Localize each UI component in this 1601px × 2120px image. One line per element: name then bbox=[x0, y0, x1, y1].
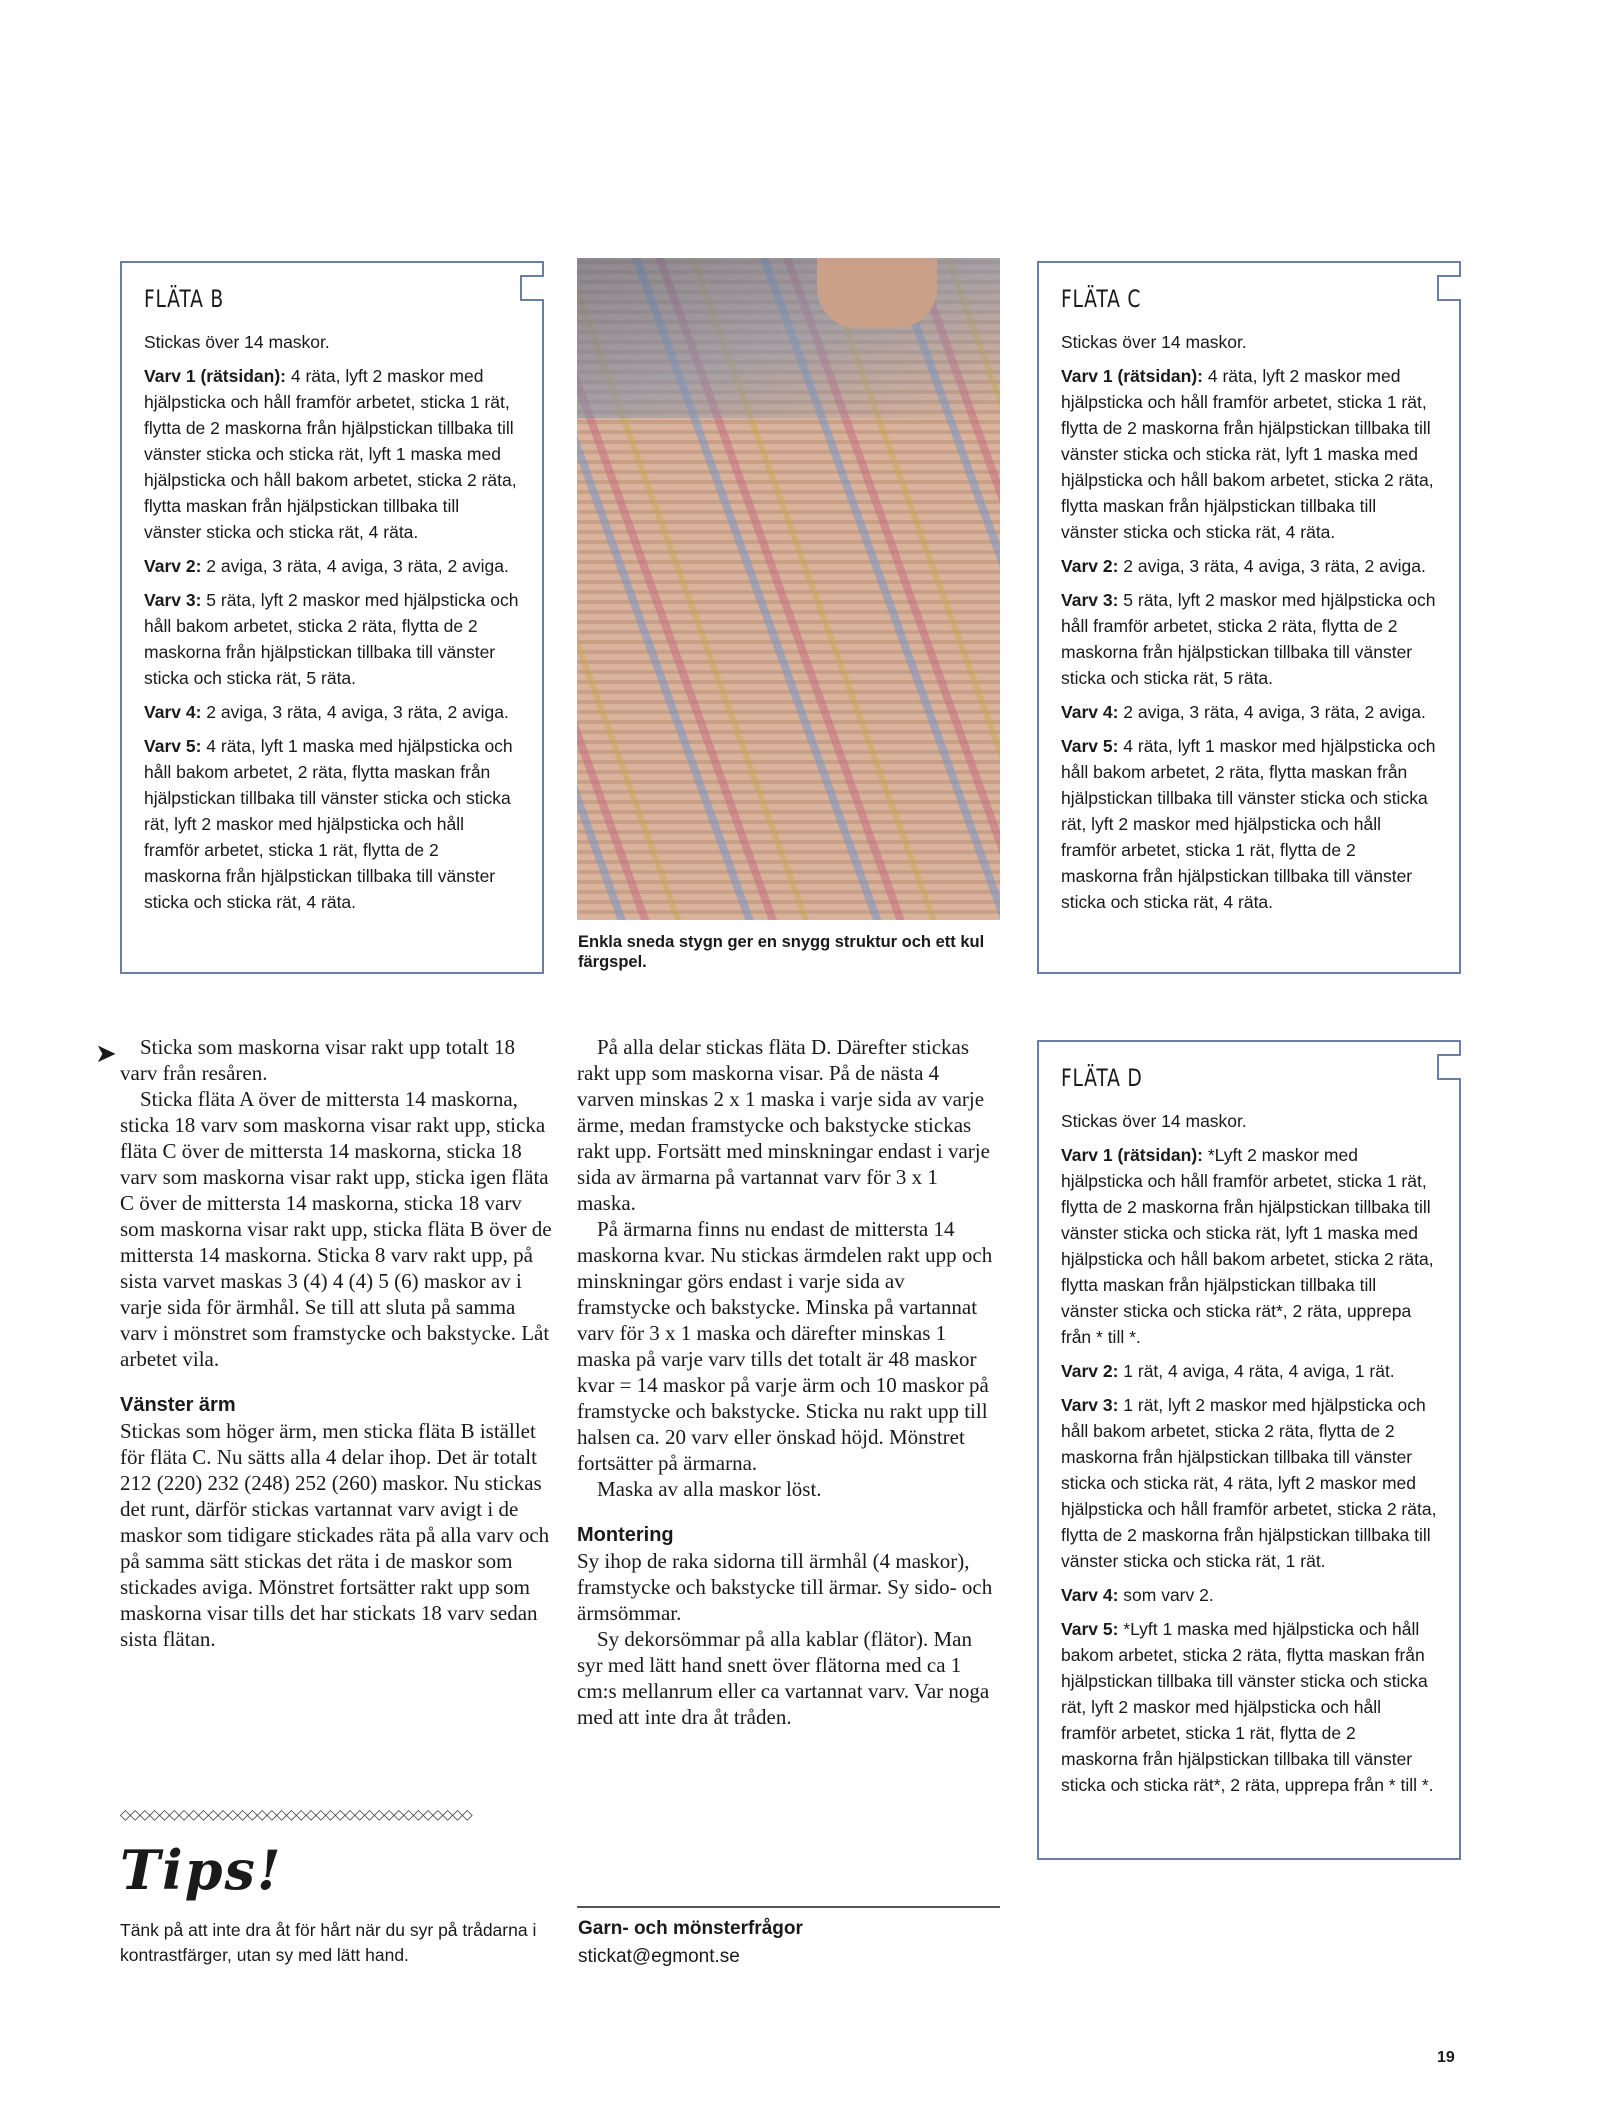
contact-rule bbox=[577, 1906, 1000, 1908]
flata-d-rows bbox=[1061, 1142, 1437, 1798]
contact-title: Garn- och mönsterfrågor bbox=[578, 1918, 803, 1939]
flata-b-box bbox=[120, 261, 544, 974]
pattern-row-text: *Lyft 2 maskor med hjälpsticka och håll framför arbetet, sticka 1 rät, flytta de 2 maskorna från hjälpstickan tillbaka till vänster sticka och sticka rät, lyft 1 maska med hjälpsticka och håll bakom arbetet, sticka 2 räta, flytta maskan från hjälpstickan tillbaka till vänster sticka och sticka rät*, 2 räta, upprepa från * till *. bbox=[1061, 1145, 1434, 1347]
photo-caption: Enkla sneda stygn ger en snygg struktur och ett kul färgspel. bbox=[578, 933, 985, 971]
flata-c-rows bbox=[1061, 363, 1437, 915]
pattern-row bbox=[1061, 1358, 1437, 1384]
pattern-row bbox=[1061, 699, 1437, 725]
flata-b-rows bbox=[144, 363, 520, 915]
flata-b-intro: Stickas över 14 maskor. bbox=[144, 332, 330, 352]
diamond-divider: ◇◇◇◇◇◇◇◇◇◇◇◇◇◇◇◇◇◇◇◇◇◇◇◇◇◇◇◇◇◇◇◇◇◇◇◇ bbox=[120, 1807, 472, 1821]
pattern-row-text: *Lyft 1 maska med hjälpsticka och håll bakom arbetet, sticka 2 räta, flytta maskan från hjälpstickan tillbaka till vänster sticka och sticka rät, lyft 2 maskor med hjälpsticka och håll framför arbetet, sticka 1 rät, flytta de 2 maskorna från hjälpstickan tillbaka till vänster sticka och sticka rät*, 2 räta, upprepa från * till *. bbox=[1061, 1619, 1434, 1795]
flata-d-title: FLÄTA D bbox=[1061, 1064, 1143, 1092]
pattern-row-label: Varv 1 (rätsidan): bbox=[1061, 366, 1203, 386]
left-paragraph-3: Stickas som höger ärm, men sticka fläta B istället för fläta C. Nu sätts alla 4 delar ihop. Det är totalt 212 (220) 232 (248) 252 (260) maskor. Nu stickas det runt, därför stickas vartannat varv avigt i de maskor som tidigare stickades räta på alla varv och på samma sätt stickas det räta i de maskor som stickades aviga. Mönstret fortsätter rakt upp som maskorna visar tills det har stickats 18 varv sedan sista flätan. bbox=[120, 1419, 550, 1651]
montering-heading: Montering bbox=[577, 1524, 674, 1546]
pattern-row-text: 4 räta, lyft 2 maskor med hjälpsticka och håll framför arbetet, sticka 1 rät, flytta de 2 maskorna från hjälpstickan tillbaka till vänster sticka och sticka rät, lyft 1 maska med hjälpsticka och håll bakom arbetet, sticka 2 räta, flytta maskan från hjälpstickan tillbaka till vänster sticka och sticka rät, 4 räta. bbox=[144, 366, 517, 542]
flata-c-intro: Stickas över 14 maskor. bbox=[1061, 332, 1247, 352]
pattern-row-label: Varv 5: bbox=[144, 736, 202, 756]
pattern-row-label: Varv 2: bbox=[1061, 556, 1119, 576]
middle-paragraph-5: Sy dekorsömmar på alla kablar (flätor). Man syr med lätt hand snett över flätorna med ca 1 cm:s mellanrum eller ca vartannat varv. Var noga med att inte dra åt tråden. bbox=[577, 1627, 990, 1729]
box-notch-decoration bbox=[520, 275, 544, 301]
pattern-row bbox=[144, 553, 520, 579]
left-paragraph-1: Sticka som maskorna visar rakt upp totalt 18 varv från resåren. bbox=[120, 1035, 516, 1085]
pattern-row bbox=[1061, 363, 1437, 545]
pattern-row-text: 2 aviga, 3 räta, 4 aviga, 3 räta, 2 aviga. bbox=[201, 702, 509, 722]
sweater-photo bbox=[577, 258, 1000, 920]
tips-text: Tänk på att inte dra åt för hårt när du syr på trådarna i kontrastfärger, utan sy med lätt hand. bbox=[120, 1920, 537, 1965]
pattern-row-text: 5 räta, lyft 2 maskor med hjälpsticka och håll bakom arbetet, sticka 2 räta, flytta de 2 maskorna från hjälpstickan tillbaka till vänster sticka och sticka rät, 5 räta. bbox=[144, 590, 519, 688]
pattern-row bbox=[144, 587, 520, 691]
pattern-row-text: 1 rät, lyft 2 maskor med hjälpsticka och håll bakom arbetet, sticka 2 räta, flytta de 2 maskorna från hjälpstickan tillbaka till vänster sticka och sticka rät, 4 räta, lyft 2 maskor med hjälpsticka och håll framför arbetet, sticka 2 räta, flytta de 2 maskorna från hjälpstickan tillbaka till vänster sticka och sticka rät, 1 rät. bbox=[1061, 1395, 1437, 1571]
pattern-row bbox=[1061, 1582, 1437, 1608]
box-notch-decoration bbox=[1437, 275, 1461, 301]
pattern-row bbox=[1061, 587, 1437, 691]
pattern-row-label: Varv 4: bbox=[144, 702, 202, 722]
flata-d-box bbox=[1037, 1040, 1461, 1860]
pattern-row bbox=[1061, 1392, 1437, 1574]
pattern-row-label: Varv 4: bbox=[1061, 1585, 1119, 1605]
left-text-column bbox=[120, 1034, 552, 1652]
pattern-row-text: 2 aviga, 3 räta, 4 aviga, 3 räta, 2 aviga. bbox=[1118, 702, 1426, 722]
left-paragraph-2: Sticka fläta A över de mittersta 14 maskorna, sticka 18 varv som maskorna visar rakt upp, sticka fläta C över de mittersta 14 maskorna, sticka 18 varv som maskorna visar rakt upp, sticka igen fläta C över de mittersta 14 maskorna, sticka 18 varv som maskorna visar rakt upp, sticka fläta B över de mittersta 14 maskorna. Sticka 8 varv rakt upp, på sista varvet maskas 3 (4) 4 (4) 5 (6) maskor av i varje sida för ärmhål. Se till att sluta på samma varv i mönstret som framstycke och bakstycke. Låt arbetet vila. bbox=[120, 1087, 552, 1371]
middle-paragraph-4: Sy ihop de raka sidorna till ärmhål (4 maskor), framstycke och bakstycke till ärmar. Sy sido- och ärmsömmar. bbox=[577, 1549, 993, 1625]
pattern-row-text: 4 räta, lyft 2 maskor med hjälpsticka och håll framför arbetet, sticka 1 rät, flytta de 2 maskorna från hjälpstickan tillbaka till vänster sticka och sticka rät, lyft 1 maska med hjälpsticka och håll bakom arbetet, sticka 2 räta, flytta maskan från hjälpstickan tillbaka till vänster sticka och sticka rät, 4 räta. bbox=[1061, 366, 1434, 542]
pattern-row bbox=[144, 733, 520, 915]
middle-paragraph-3: Maska av alla maskor löst. bbox=[597, 1477, 822, 1501]
box-notch-decoration bbox=[1437, 1054, 1461, 1080]
middle-text-column bbox=[577, 1034, 1001, 1730]
pattern-row-label: Varv 2: bbox=[1061, 1361, 1119, 1381]
flata-c-title: FLÄTA C bbox=[1061, 285, 1142, 313]
pattern-row-text: som varv 2. bbox=[1118, 1585, 1214, 1605]
pattern-row-text: 2 aviga, 3 räta, 4 aviga, 3 räta, 2 aviga. bbox=[1118, 556, 1426, 576]
pattern-row bbox=[1061, 553, 1437, 579]
middle-paragraph-2: På ärmarna finns nu endast de mittersta 14 maskorna kvar. Nu stickas ärmdelen rakt upp och minskningar görs endast i varje sida av framstycke och bakstycke. Minska på vartannat varv för 3 x 1 maska och därefter minskas 1 maska på varje varv tills det totalt är 48 maskor kvar = 14 maskor på varje ärm och 10 maskor på framstycke och bakstycke. Sticka nu rakt upp till halsen ca. 20 varv eller önskad höjd. Mönstret fortsätter på ärmarna. bbox=[577, 1217, 993, 1475]
pattern-row-label: Varv 5: bbox=[1061, 1619, 1119, 1639]
contact-email-link[interactable]: stickat@egmont.se bbox=[578, 1946, 740, 1967]
middle-paragraph-1: På alla delar stickas fläta D. Därefter stickas rakt upp som maskorna visar. På de nästa 4 varven minskas 2 x 1 maska i varje sida av varje ärme, medan framstycke och bakstycke stickas rakt upp. Fortsätt med minskningar endast i varje sida av ärmarna på vartannat varv för 3 x 1 maska. bbox=[577, 1035, 990, 1215]
photo-neck bbox=[817, 258, 937, 328]
continue-arrow-icon: ➤ bbox=[95, 1038, 117, 1068]
pattern-row-label: Varv 3: bbox=[1061, 590, 1119, 610]
pattern-row-text: 4 räta, lyft 1 maskor med hjälpsticka och håll bakom arbetet, 2 räta, flytta maskan från hjälpstickan tillbaka till vänster sticka och sticka rät, lyft 2 maskor med hjälpsticka och håll framför arbetet, sticka 1 rät, flytta de 2 maskorna från hjälpstickan tillbaka till vänster sticka och sticka rät, 4 räta. bbox=[1061, 736, 1436, 912]
pattern-row-label: Varv 3: bbox=[1061, 1395, 1119, 1415]
flata-d-intro: Stickas över 14 maskor. bbox=[1061, 1111, 1247, 1131]
pattern-row bbox=[1061, 733, 1437, 915]
pattern-row-label: Varv 3: bbox=[144, 590, 202, 610]
pattern-row-label: Varv 1 (rätsidan): bbox=[144, 366, 286, 386]
pattern-row bbox=[1061, 1616, 1437, 1798]
tips-title: Tips! bbox=[120, 1838, 283, 1902]
pattern-row-label: Varv 1 (rätsidan): bbox=[1061, 1145, 1203, 1165]
pattern-row-label: Varv 5: bbox=[1061, 736, 1119, 756]
pattern-row-label: Varv 2: bbox=[144, 556, 202, 576]
page-number: 19 bbox=[1437, 2049, 1455, 2066]
pattern-row bbox=[144, 699, 520, 725]
pattern-row bbox=[1061, 1142, 1437, 1350]
pattern-row bbox=[144, 363, 520, 545]
pattern-row-text: 5 räta, lyft 2 maskor med hjälpsticka och håll framför arbetet, sticka 2 räta, flytta de 2 maskorna från hjälpstickan tillbaka till vänster sticka och sticka rät, 5 räta. bbox=[1061, 590, 1436, 688]
flata-c-box bbox=[1037, 261, 1461, 974]
pattern-row-text: 2 aviga, 3 räta, 4 aviga, 3 räta, 2 aviga. bbox=[201, 556, 509, 576]
pattern-row-text: 1 rät, 4 aviga, 4 räta, 4 aviga, 1 rät. bbox=[1118, 1361, 1395, 1381]
flata-b-title: FLÄTA B bbox=[144, 285, 225, 313]
vanster-arm-heading: Vänster ärm bbox=[120, 1394, 236, 1416]
pattern-row-label: Varv 4: bbox=[1061, 702, 1119, 722]
pattern-row-text: 4 räta, lyft 1 maska med hjälpsticka och håll bakom arbetet, 2 räta, flytta maskan från hjälpstickan tillbaka till vänster sticka och sticka rät, lyft 2 maskor med hjälpsticka och håll framför arbetet, sticka 1 rät, flytta de 2 maskorna från hjälpstickan tillbaka till vänster sticka och sticka rät, 4 räta. bbox=[144, 736, 513, 912]
